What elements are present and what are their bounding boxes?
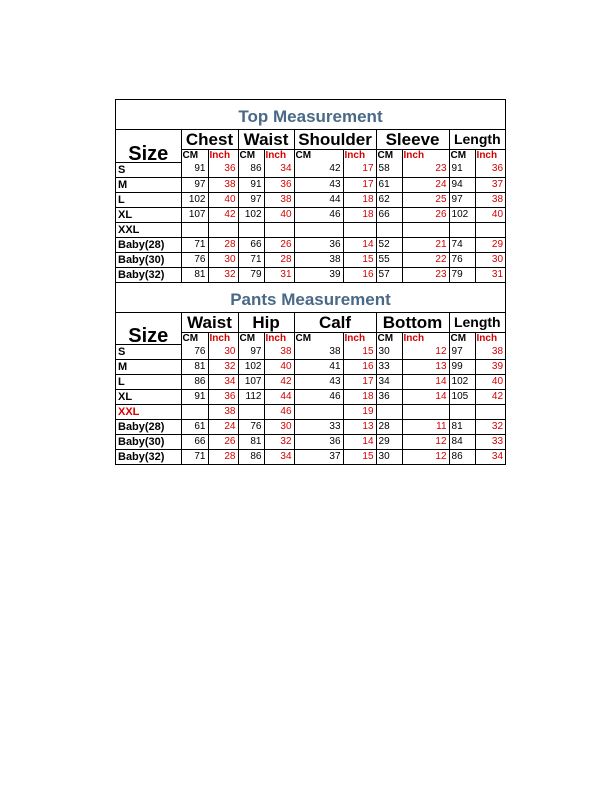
group-header: Length: [449, 313, 505, 333]
cm-value-cell: 97: [449, 345, 475, 360]
size-label: Baby(32): [116, 450, 181, 465]
cm-unit-header: CM: [376, 332, 402, 345]
table-row: [116, 177, 505, 192]
inch-value-cell: 32: [264, 435, 294, 450]
size-label: Baby(28): [116, 420, 181, 435]
cm-value-cell: 81: [181, 360, 208, 375]
inch-value-cell: [475, 222, 505, 237]
table-row: [116, 222, 505, 237]
table-row: [116, 267, 505, 282]
group-header: Bottom: [376, 313, 449, 333]
cm-value-cell: 107: [181, 207, 208, 222]
size-chart: [115, 99, 506, 465]
size-label: XL: [116, 390, 181, 405]
table-row: [116, 237, 505, 252]
cm-value-cell: 102: [449, 375, 475, 390]
inch-value-cell: 40: [475, 375, 505, 390]
cm-value-cell: 33: [376, 360, 402, 375]
size-column-header: Size: [116, 313, 181, 345]
inch-value-cell: 26: [264, 237, 294, 252]
inch-value-cell: 40: [475, 207, 505, 222]
size-label: Baby(28): [116, 237, 181, 252]
inch-value-cell: 30: [208, 345, 238, 360]
size-label: XXL: [116, 222, 181, 237]
cm-value-cell: 41: [294, 360, 343, 375]
cm-value-cell: 30: [376, 345, 402, 360]
inch-value-cell: 17: [343, 375, 376, 390]
inch-value-cell: 21: [402, 237, 449, 252]
inch-value-cell: 28: [208, 237, 238, 252]
cm-value-cell: [376, 222, 402, 237]
inch-value-cell: 40: [208, 192, 238, 207]
group-header: Waist: [238, 130, 294, 150]
size-label: L: [116, 192, 181, 207]
table-row: [116, 360, 505, 375]
cm-value-cell: 71: [181, 450, 208, 465]
group-header: Hip: [238, 313, 294, 333]
inch-value-cell: 46: [264, 405, 294, 420]
inch-value-cell: [402, 405, 449, 420]
cm-value-cell: 76: [181, 252, 208, 267]
cm-value-cell: 97: [449, 192, 475, 207]
top-measurement-table: [116, 130, 505, 282]
cm-value-cell: 79: [449, 267, 475, 282]
inch-value-cell: [402, 222, 449, 237]
inch-value-cell: 36: [208, 390, 238, 405]
inch-value-cell: 22: [402, 252, 449, 267]
cm-value-cell: 84: [449, 435, 475, 450]
size-label: M: [116, 360, 181, 375]
inch-unit-header: Inch: [264, 332, 294, 345]
inch-unit-header: Inch: [475, 150, 505, 163]
table-row: [116, 420, 505, 435]
cm-value-cell: 76: [238, 420, 264, 435]
table-row: [116, 252, 505, 267]
inch-unit-header: Inch: [402, 150, 449, 163]
inch-value-cell: 18: [343, 192, 376, 207]
inch-value-cell: 38: [475, 192, 505, 207]
inch-value-cell: 34: [475, 450, 505, 465]
cm-value-cell: 36: [294, 237, 343, 252]
cm-value-cell: 105: [449, 390, 475, 405]
inch-unit-header: Inch: [208, 332, 238, 345]
table-row: [116, 405, 505, 420]
inch-value-cell: 12: [402, 435, 449, 450]
inch-unit-header: Inch: [475, 332, 505, 345]
cm-value-cell: 91: [238, 177, 264, 192]
inch-value-cell: 32: [208, 360, 238, 375]
cm-value-cell: 66: [238, 237, 264, 252]
cm-value-cell: 30: [376, 450, 402, 465]
cm-unit-header: CM: [294, 332, 343, 345]
inch-value-cell: 30: [208, 252, 238, 267]
inch-value-cell: 13: [402, 360, 449, 375]
inch-value-cell: 16: [343, 267, 376, 282]
cm-value-cell: 36: [376, 390, 402, 405]
inch-value-cell: 38: [208, 177, 238, 192]
cm-value-cell: 34: [376, 375, 402, 390]
cm-value-cell: 99: [449, 360, 475, 375]
inch-value-cell: 44: [264, 390, 294, 405]
inch-value-cell: 12: [402, 345, 449, 360]
inch-value-cell: 31: [264, 267, 294, 282]
table-row: [116, 375, 505, 390]
cm-value-cell: 102: [238, 207, 264, 222]
group-header: Chest: [181, 130, 238, 150]
inch-value-cell: 42: [208, 207, 238, 222]
cm-value-cell: [238, 222, 264, 237]
cm-value-cell: 112: [238, 390, 264, 405]
cm-unit-header: CM: [238, 332, 264, 345]
size-label: XXL: [116, 405, 181, 420]
inch-value-cell: 26: [208, 435, 238, 450]
cm-value-cell: 86: [449, 450, 475, 465]
group-header: Shoulder: [294, 130, 376, 150]
cm-unit-header: CM: [449, 150, 475, 163]
cm-value-cell: 29: [376, 435, 402, 450]
cm-value-cell: 97: [238, 192, 264, 207]
cm-value-cell: 81: [238, 435, 264, 450]
cm-value-cell: 102: [181, 192, 208, 207]
cm-unit-header: CM: [449, 332, 475, 345]
cm-value-cell: 76: [181, 345, 208, 360]
cm-value-cell: 71: [238, 252, 264, 267]
inch-value-cell: 38: [264, 345, 294, 360]
inch-value-cell: 33: [475, 435, 505, 450]
cm-value-cell: 74: [449, 237, 475, 252]
inch-value-cell: 38: [264, 192, 294, 207]
inch-value-cell: 26: [402, 207, 449, 222]
cm-value-cell: 37: [294, 450, 343, 465]
cm-value-cell: 71: [181, 237, 208, 252]
size-column-header: Size: [116, 130, 181, 162]
cm-value-cell: 79: [238, 267, 264, 282]
size-label: XL: [116, 207, 181, 222]
inch-value-cell: 15: [343, 345, 376, 360]
inch-value-cell: 42: [264, 375, 294, 390]
size-label: S: [116, 345, 181, 360]
cm-value-cell: 46: [294, 207, 343, 222]
inch-value-cell: 39: [475, 360, 505, 375]
inch-value-cell: 12: [402, 450, 449, 465]
inch-value-cell: 16: [343, 360, 376, 375]
cm-value-cell: 58: [376, 162, 402, 177]
inch-value-cell: 31: [475, 267, 505, 282]
cm-unit-header: CM: [294, 150, 343, 163]
table-row: [116, 207, 505, 222]
cm-value-cell: 97: [181, 177, 208, 192]
table-row: [116, 435, 505, 450]
cm-unit-header: CM: [181, 332, 208, 345]
inch-value-cell: 38: [208, 405, 238, 420]
group-header: Length: [449, 130, 505, 150]
table-row: [116, 345, 505, 360]
inch-value-cell: 14: [402, 375, 449, 390]
inch-value-cell: 29: [475, 237, 505, 252]
inch-value-cell: [264, 222, 294, 237]
inch-value-cell: 34: [208, 375, 238, 390]
inch-value-cell: 19: [343, 405, 376, 420]
table-row: [116, 192, 505, 207]
cm-value-cell: 86: [181, 375, 208, 390]
cm-value-cell: 81: [449, 420, 475, 435]
pants-measurement-table: [116, 313, 505, 465]
inch-value-cell: 23: [402, 267, 449, 282]
cm-value-cell: 36: [294, 435, 343, 450]
table-row: [116, 390, 505, 405]
cm-value-cell: [294, 222, 343, 237]
inch-value-cell: 14: [343, 435, 376, 450]
cm-value-cell: 94: [449, 177, 475, 192]
inch-value-cell: 38: [475, 345, 505, 360]
inch-value-cell: 14: [402, 390, 449, 405]
cm-value-cell: 38: [294, 345, 343, 360]
cm-value-cell: 28: [376, 420, 402, 435]
size-label: Baby(30): [116, 252, 181, 267]
cm-value-cell: 66: [181, 435, 208, 450]
inch-value-cell: 13: [343, 420, 376, 435]
inch-value-cell: 40: [264, 207, 294, 222]
cm-value-cell: 42: [294, 162, 343, 177]
cm-value-cell: 61: [376, 177, 402, 192]
cm-value-cell: 91: [449, 162, 475, 177]
cm-value-cell: 61: [181, 420, 208, 435]
inch-value-cell: 30: [264, 420, 294, 435]
cm-value-cell: 43: [294, 375, 343, 390]
inch-value-cell: 17: [343, 177, 376, 192]
size-label: L: [116, 375, 181, 390]
inch-value-cell: 24: [402, 177, 449, 192]
inch-value-cell: 25: [402, 192, 449, 207]
cm-unit-header: CM: [238, 150, 264, 163]
cm-value-cell: [376, 405, 402, 420]
cm-value-cell: 44: [294, 192, 343, 207]
pants-measurement-title: Pants Measurement: [116, 282, 505, 313]
inch-value-cell: 30: [475, 252, 505, 267]
inch-unit-header: Inch: [264, 150, 294, 163]
cm-value-cell: 97: [238, 345, 264, 360]
cm-value-cell: 81: [181, 267, 208, 282]
cm-value-cell: 102: [449, 207, 475, 222]
cm-value-cell: 86: [238, 162, 264, 177]
size-label: Baby(32): [116, 267, 181, 282]
cm-value-cell: [181, 405, 208, 420]
cm-value-cell: 66: [376, 207, 402, 222]
inch-value-cell: 15: [343, 252, 376, 267]
inch-value-cell: 34: [264, 450, 294, 465]
inch-value-cell: 28: [264, 252, 294, 267]
cm-value-cell: 46: [294, 390, 343, 405]
inch-value-cell: 42: [475, 390, 505, 405]
cm-value-cell: 43: [294, 177, 343, 192]
cm-value-cell: [181, 222, 208, 237]
inch-value-cell: 40: [264, 360, 294, 375]
cm-value-cell: 33: [294, 420, 343, 435]
size-label: Baby(30): [116, 435, 181, 450]
group-header: Sleeve: [376, 130, 449, 150]
cm-value-cell: [449, 222, 475, 237]
inch-value-cell: 14: [343, 237, 376, 252]
inch-value-cell: 15: [343, 450, 376, 465]
size-label: S: [116, 162, 181, 177]
cm-value-cell: 76: [449, 252, 475, 267]
inch-value-cell: 32: [475, 420, 505, 435]
inch-value-cell: [343, 222, 376, 237]
cm-unit-header: CM: [376, 150, 402, 163]
cm-value-cell: 91: [181, 390, 208, 405]
inch-value-cell: 28: [208, 450, 238, 465]
cm-value-cell: 55: [376, 252, 402, 267]
inch-value-cell: 36: [208, 162, 238, 177]
cm-value-cell: 86: [238, 450, 264, 465]
inch-value-cell: 36: [264, 177, 294, 192]
inch-value-cell: 17: [343, 162, 376, 177]
inch-value-cell: 18: [343, 390, 376, 405]
cm-value-cell: 57: [376, 267, 402, 282]
inch-unit-header: Inch: [343, 150, 376, 163]
table-row: [116, 450, 505, 465]
cm-value-cell: 102: [238, 360, 264, 375]
table-row: [116, 162, 505, 177]
inch-value-cell: [208, 222, 238, 237]
cm-value-cell: 62: [376, 192, 402, 207]
inch-value-cell: 37: [475, 177, 505, 192]
group-header: Waist: [181, 313, 238, 333]
inch-unit-header: Inch: [343, 332, 376, 345]
top-measurement-title: Top Measurement: [116, 100, 505, 130]
inch-value-cell: [475, 405, 505, 420]
inch-value-cell: 24: [208, 420, 238, 435]
inch-value-cell: 36: [475, 162, 505, 177]
cm-value-cell: [294, 405, 343, 420]
cm-value-cell: [449, 405, 475, 420]
cm-value-cell: [238, 405, 264, 420]
cm-value-cell: 91: [181, 162, 208, 177]
cm-value-cell: 52: [376, 237, 402, 252]
cm-value-cell: 107: [238, 375, 264, 390]
inch-value-cell: 32: [208, 267, 238, 282]
cm-value-cell: 38: [294, 252, 343, 267]
inch-value-cell: 11: [402, 420, 449, 435]
cm-value-cell: 39: [294, 267, 343, 282]
inch-value-cell: 18: [343, 207, 376, 222]
inch-value-cell: 34: [264, 162, 294, 177]
cm-unit-header: CM: [181, 150, 208, 163]
inch-unit-header: Inch: [208, 150, 238, 163]
inch-unit-header: Inch: [402, 332, 449, 345]
group-header: Calf: [294, 313, 376, 333]
size-label: M: [116, 177, 181, 192]
inch-value-cell: 23: [402, 162, 449, 177]
